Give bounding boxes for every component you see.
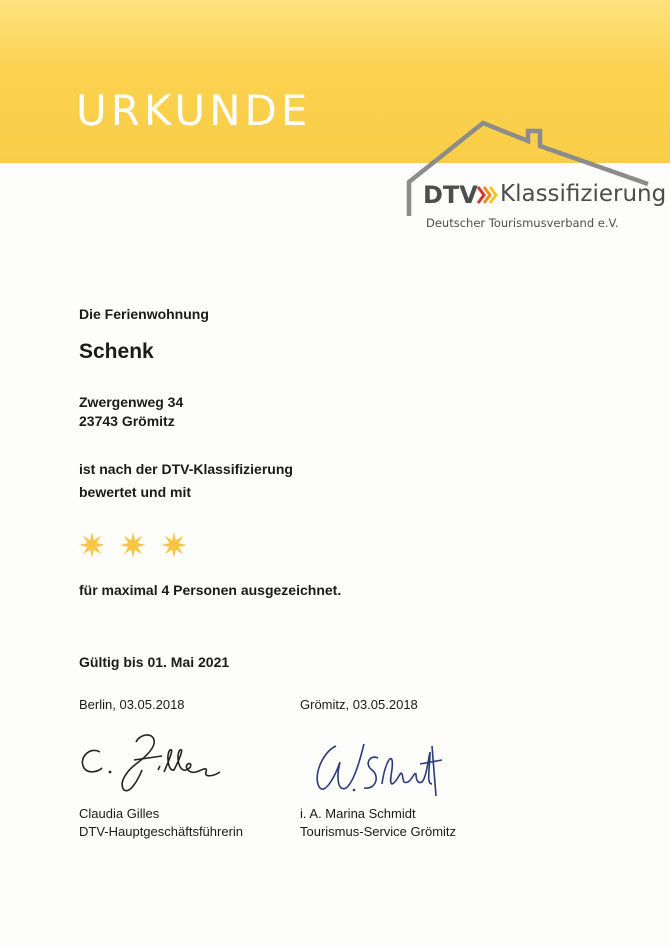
logo-name: Klassifizierung xyxy=(500,181,667,207)
star-icon xyxy=(120,532,146,558)
logo-subtitle: Deutscher Tourismusverband e.V. xyxy=(426,216,619,230)
intro-text: Die Ferienwohnung xyxy=(79,306,209,322)
address-city: 23743 Grömitz xyxy=(79,413,175,429)
address-street: Zwergenweg 34 xyxy=(79,394,184,410)
statement-line-2: bewertet und mit xyxy=(79,484,192,500)
statement-line-1: ist nach der DTV-Klassifizierung xyxy=(79,461,293,477)
signatory-2-role: Tourismus-Service Grömitz xyxy=(300,824,457,839)
logo-brand: DTV xyxy=(423,181,478,209)
validity-date: Gültig bis 01. Mai 2021 xyxy=(79,654,230,670)
signatory-1-name: Claudia Gilles xyxy=(79,806,160,821)
star-rating xyxy=(78,530,198,560)
capacity-statement: für maximal 4 Personen ausgezeichnet. xyxy=(79,582,342,598)
signatory-2-name: i. A. Marina Schmidt xyxy=(300,806,416,821)
signatory-1-place-date: Berlin, 03.05.2018 xyxy=(79,697,185,712)
property-name: Schenk xyxy=(79,340,154,363)
signatory-2-place-date: Grömitz, 03.05.2018 xyxy=(300,697,418,712)
logo-chevrons-icon xyxy=(475,183,499,207)
signatory-1-role: DTV-Hauptgeschäftsführerin xyxy=(79,824,244,839)
certificate-title: URKUNDE xyxy=(76,86,312,135)
signature-2 xyxy=(306,738,446,808)
star-icon xyxy=(161,532,187,558)
star-icon xyxy=(79,532,105,558)
signature-1 xyxy=(74,728,234,798)
